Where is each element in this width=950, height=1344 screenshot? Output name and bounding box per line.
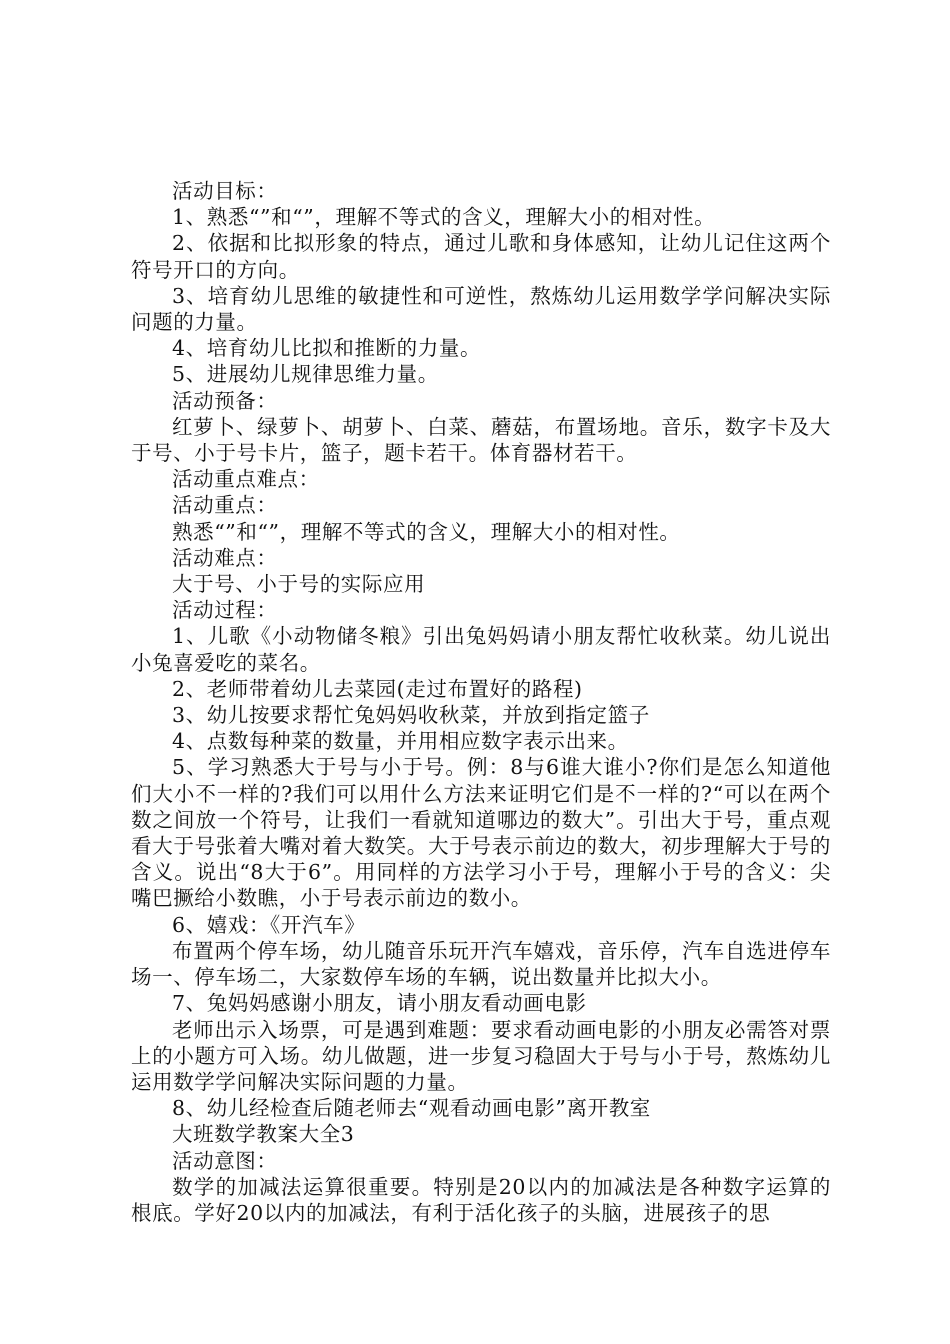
process-step-7-detail: 老师出示入场票，可是遇到难题：要求看动画电影的小朋友必需答对票上的小题方可入场。幼儿做题，进一步复习稳固大于号与小于号，熬炼幼儿运用数学学问解决实际问题的力量。 [131, 1017, 831, 1094]
document-body [131, 178, 831, 1226]
subheading-key-points: 活动重点： [172, 493, 278, 518]
goal-item-2: 2、依据和比拟形象的特点，通过儿歌和身体感知，让幼儿记住这两个 符号开口的方向。 [131, 231, 831, 282]
section-heading-preparation: 活动预备： [172, 388, 278, 413]
goal-item-5: 5、进展幼儿规律思维力量。 [172, 362, 439, 387]
lesson-title-3: 大班数学教案大全3 [172, 1122, 355, 1147]
process-step-5: 5、学习熟悉大于号与小于号。例：8与6谁大谁小?你们是怎么知道他们大小不一样的?我们可以用什么方法来证明它们是不一样的?“可以在两个数之间放一个符号，让我们一看就知道哪边的数大”。引出大于号，重点观看大于号张着大嘴对着大数笑。大于号表示前边的数大，初步理解大于号的含义。说出“8大于6”。用同样的方法学习小于号，理解小于号的含义：尖嘴巴撅给小数瞧，小于号表示前边的数小。 [131, 755, 831, 911]
process-step-2: 2、老师带着幼儿去菜园(走过布置好的路程) [172, 676, 583, 701]
process-step-8: 8、幼儿经检查后随老师去“观看动画电影”离开教室 [172, 1096, 651, 1121]
process-step-7: 7、兔妈妈感谢小朋友，请小朋友看动画电影 [172, 991, 587, 1016]
goal-item-1: 1、熟悉“”和“”，理解不等式的含义，理解大小的相对性。 [172, 205, 716, 230]
difficulties-text: 大于号、小于号的实际应用 [172, 572, 426, 597]
intent-text: 数学的加减法运算很重要。特别是20以内的加减法是各种数字运算的根底。学好20以内的加减法，有利于活化孩子的头脑，进展孩子的思 [131, 1174, 831, 1225]
process-step-4: 4、点数每种菜的数量，并用相应数字表示出来。 [172, 729, 629, 754]
process-step-3: 3、幼儿按要求帮忙兔妈妈收秋菜，并放到指定篮子 [172, 703, 650, 728]
process-step-6-detail: 布置两个停车场，幼儿随音乐玩开汽车嬉戏，音乐停，汽车自选进停车场一、停车场二，大家数停车场的车辆，说出数量并比拟大小。 [131, 938, 831, 990]
process-step-1: 1、儿歌《小动物储冬粮》引出兔妈妈请小朋友帮忙收秋菜。幼儿说出小兔喜爱吃的菜名。 [131, 624, 831, 675]
goal-item-3: 3、培育幼儿思维的敏捷性和可逆性，熬炼幼儿运用数学学问解决实际问题的力量。 [131, 283, 831, 335]
section-heading-activity-goals: 活动目标： [172, 179, 278, 203]
goal-item-4: 4、培育幼儿比拟和推断的力量。 [172, 336, 482, 361]
section-heading-intent: 活动意图： [172, 1148, 278, 1173]
key-points-text: 熟悉“”和“”，理解不等式的含义，理解大小的相对性。 [172, 519, 681, 544]
section-heading-key-difficulties: 活动重点难点： [172, 467, 320, 492]
process-step-6: 6、嬉戏：《开汽车》 [172, 912, 366, 937]
preparation-text: 红萝卜、绿萝卜、胡萝卜、白菜、蘑菇，布置场地。音乐，数字卡及大于号、小于号卡片，篮子，题卡若干。体育器材若干。 [131, 414, 831, 466]
subheading-difficulties: 活动难点： [172, 545, 278, 570]
section-heading-process: 活动过程： [172, 598, 278, 623]
